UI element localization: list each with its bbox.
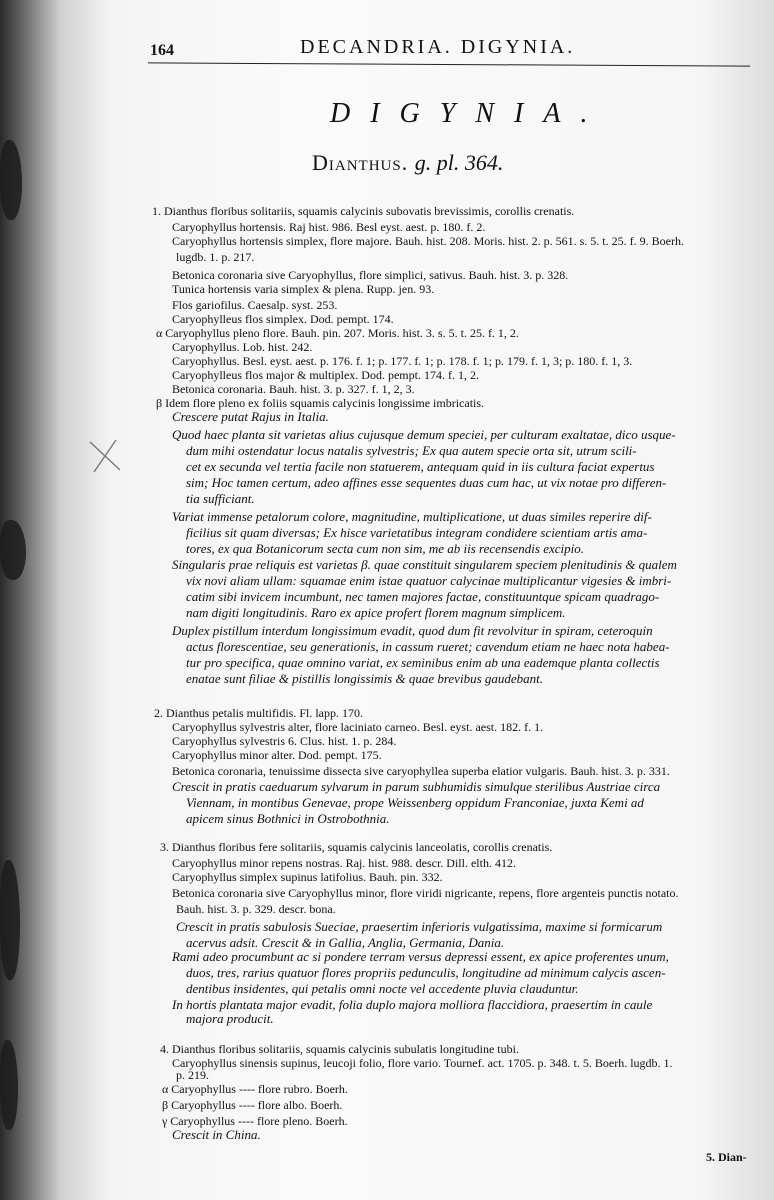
observation-line: In hortis plantata major evadit, folia duplo majora molliora flaccidiora, praesertim in caule xyxy=(172,997,653,1012)
synonym-line: Caryophylleus flos simplex. Dod. pempt. 174. xyxy=(172,312,394,326)
observation-line: enatae sunt filiae & pistillis longissimis & quae brevibus gaudebant. xyxy=(186,671,544,686)
observation-line: apicem sinus Bothnici in Ostrobothnia. xyxy=(186,811,390,826)
observation-line: dentibus insidentes, qui petalis omni nocte vel accedente pluvia clauduntur. xyxy=(186,981,579,996)
observation-line: Crescit in pratis sabulosis Sueciae, praesertim inferioris vulgatissima, maxime si formicarum xyxy=(176,919,663,934)
observation-line: Crescere putat Rajus in Italia. xyxy=(172,409,329,424)
genus-name: Dianthus. xyxy=(312,150,409,175)
synonym-line: Betonica coronaria. Bauh. hist. 3. p. 327. f. 1, 2, 3. xyxy=(172,382,415,396)
synonym-line: 2. Dianthus petalis multifidis. Fl. lapp. 170. xyxy=(154,706,363,720)
observation-line: acervus adsit. Crescit & in Gallia, Anglia, Germania, Dania. xyxy=(186,935,505,950)
observation-line: Rami adeo procumbunt ac si pondere terram versus depressi essent, ex apice proferentes unum, xyxy=(172,949,669,964)
synonym-line: α Caryophyllus ---- flore rubro. Boerh. xyxy=(162,1082,348,1096)
synonym-line: Caryophyllus hortensis simplex, flore majore. Bauh. hist. 208. Moris. hist. 2. p. 561. s. 5. t. 25. f. 9. Boerh. xyxy=(172,234,684,248)
page-number: 164 xyxy=(150,42,174,59)
genus-reference: g. pl. 364. xyxy=(414,150,504,175)
observation-line: vix novi aliam ullam: squamae enim istae quatuor calycinae multiplicantur vigesies & imbri- xyxy=(186,573,672,588)
observation-line: majora producit. xyxy=(186,1011,274,1026)
synonym-line: lugdb. 1. p. 217. xyxy=(176,250,255,264)
observation-line: Duplex pistillum interdum longissimum evadit, quod dum fit revolvitur in spiram, ceteroquin xyxy=(172,623,653,638)
observation-line: dum mihi ostendatur locus natalis sylvestris; Ex qua autem specie orta sit, utrum scili- xyxy=(186,443,637,458)
observation-line: Crescit in China. xyxy=(172,1127,261,1142)
observation-line: Viennam, in montibus Genevae, prope Weissenberg oppidum Franconiae, juxta Kemi ad xyxy=(186,795,644,810)
synonym-line: β Idem flore pleno ex foliis squamis calycinis longissime imbricatis. xyxy=(156,396,485,410)
observation-line: cet ex secunda vel tertia facile non statuerem, antequam quid in iis cultura faciat expertus xyxy=(186,459,655,474)
pencil-x-mark xyxy=(86,436,126,476)
observation-line: tores, ex qua Botanicorum secta cum non sim, me ab iis recensendis excipio. xyxy=(186,541,584,556)
synonym-line: 3. Dianthus floribus fere solitariis, squamis calycinis lanceolatis, corollis crenatis. xyxy=(160,840,553,854)
observation-line: sim; Hoc tamen certum, adeo affines esse sequentes duas cum hac, ut vix notae pro differen- xyxy=(186,475,667,490)
observation-line: Variat immense petalorum colore, magnitudine, multiplicatione, ut duas similes reperire dif- xyxy=(172,509,652,524)
header-rule xyxy=(148,62,750,66)
synonym-line: Bauh. hist. 3. p. 329. descr. bona. xyxy=(176,902,336,916)
synonym-line: Caryophyllus simplex supinus latifolius. Bauh. pin. 332. xyxy=(172,870,443,884)
synonym-line: 4. Dianthus floribus solitariis, squamis calycinis subulatis longitudine tubi. xyxy=(160,1042,519,1056)
synonym-line: Caryophyllus hortensis. Raj hist. 986. Besl eyst. aest. p. 180. f. 2. xyxy=(172,220,486,234)
catchword: 5. Dian- xyxy=(706,1150,747,1164)
synonym-line: p. 219. xyxy=(176,1068,209,1082)
running-title: DECANDRIA. DIGYNIA. xyxy=(300,36,576,58)
synonym-line: 1. Dianthus floribus solitariis, squamis calycinis subovatis brevissimis, corollis crenatis. xyxy=(152,204,575,218)
observation-line: tur pro specifica, quae omnino variat, ex seminibus enim ab una eademque planta collectis xyxy=(186,655,660,670)
genus-heading xyxy=(312,150,503,176)
synonym-line: Betonica coronaria sive Caryophyllus minor, flore viridi nigricante, repens, flore argenteis punctis notato. xyxy=(172,886,679,900)
synonym-line: Caryophyllus sinensis supinus, leucoji folio, flore vario. Tournef. act. 1705. p. 348. t. 5. Boerh. lugdb. 1. xyxy=(172,1056,673,1070)
synonym-line: Caryophyllus. Besl. eyst. aest. p. 176. f. 1; p. 177. f. 1; p. 178. f. 1; p. 179. f. 1, 3; p. 180. f. 1, 3. xyxy=(172,354,633,368)
observation-line: Singularis prae reliquis est varietas β. quae constituit singularem speciem plenitudinis & qualem xyxy=(172,557,677,572)
observation-line: tia sufficiant. xyxy=(186,491,255,506)
synonym-line: Caryophyllus. Lob. hist. 242. xyxy=(172,340,313,354)
synonym-line: Caryophyllus minor repens nostras. Raj. hist. 988. descr. Dill. elth. 412. xyxy=(172,856,516,870)
observation-line: duos, tres, rarius quatuor flores propriis pedunculis, longitudine ad minimum calycis ascen- xyxy=(186,965,666,980)
synonym-line: Caryophyllus sylvestris alter, flore laciniato carneo. Besl. eyst. aest. 182. f. 1. xyxy=(172,720,544,734)
synonym-line: Caryophyllus sylvestris 6. Clus. hist. 1. p. 284. xyxy=(172,734,397,748)
synonym-line: γ Caryophyllus ---- flore pleno. Boerh. xyxy=(162,1114,348,1128)
synonym-line: Tunica hortensis varia simplex & plena. Rupp. jen. 93. xyxy=(172,282,435,296)
observation-line: ficilius sit quam diversas; Ex hisce varietatibus integram condidere scientiam artis ama- xyxy=(186,525,648,540)
observation-line: Quod haec planta sit varietas alius cujusque demum speciei, per culturam exaltatae, dico usque- xyxy=(172,427,676,442)
synonym-line: Caryophyllus minor alter. Dod. pempt. 175. xyxy=(172,748,382,762)
synonym-line: Betonica coronaria, tenuissime dissecta sive caryophyllea superba elatior vulgaris. Bauh. hist. 3. p. 331. xyxy=(172,764,670,778)
observation-line: nam digiti longitudinis. Raro ex apice profert florem magnum simplicem. xyxy=(186,605,566,620)
observation-line: actus florescentiae, seu generationis, in cassum rueret; cavendum etiam ne haec nota habea- xyxy=(186,639,670,654)
synonym-line: β Caryophyllus ---- flore albo. Boerh. xyxy=(162,1098,343,1112)
synonym-line: Betonica coronaria sive Caryophyllus, flore simplici, sativus. Bauh. hist. 3. p. 328. xyxy=(172,268,569,282)
observation-line: Crescit in pratis caeduarum sylvarum in parum subhumidis simulque sterilibus Austriae circa xyxy=(172,779,661,794)
synonym-line: Flos gariofilus. Caesalp. syst. 253. xyxy=(172,298,338,312)
synonym-line: α Caryophyllus pleno flore. Bauh. pin. 207. Moris. hist. 3. s. 5. t. 25. f. 1, 2. xyxy=(156,326,519,340)
synonym-line: Caryophylleus flos major & multiplex. Dod. pempt. 174. f. 1, 2. xyxy=(172,368,479,382)
observation-line: catim sibi invicem incumbunt, nec tamen majores factae, constituuntque spicam quadrago- xyxy=(186,589,660,604)
section-title: DIGYNIA. xyxy=(330,98,608,129)
